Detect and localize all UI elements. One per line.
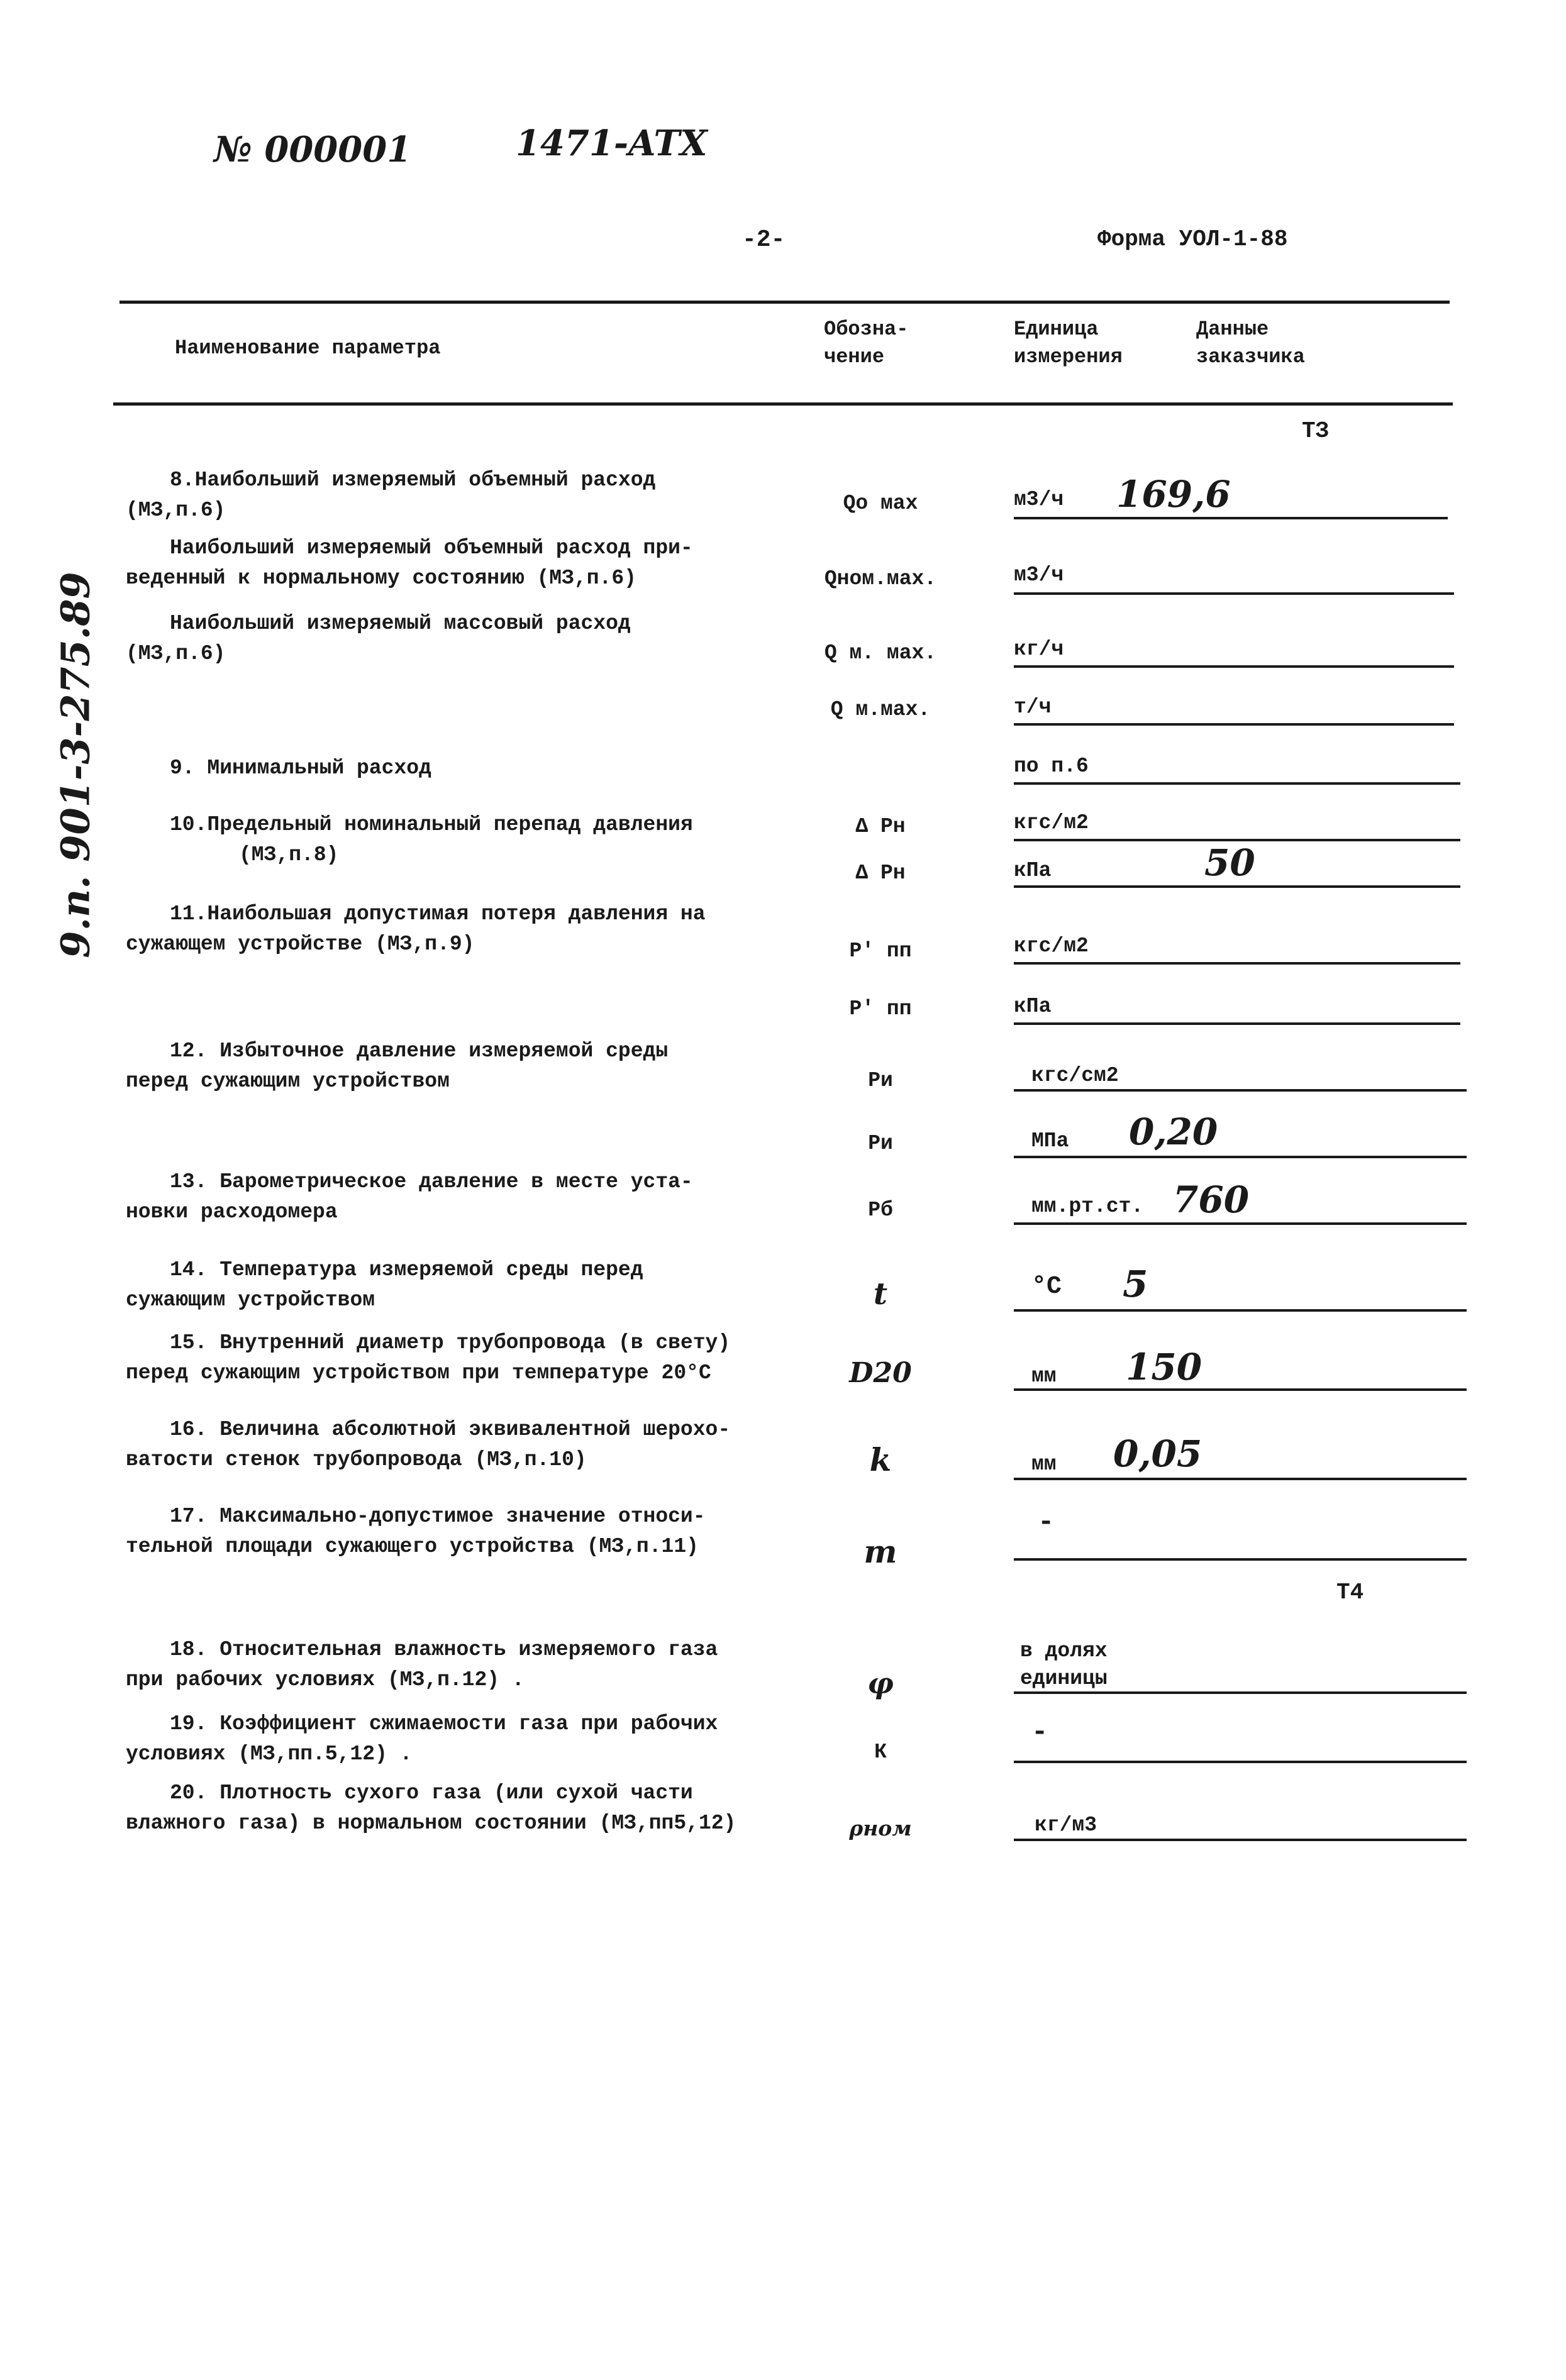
- param-text: 10.Предельный номинальный перепад давления: [170, 813, 693, 836]
- value-underline: [1014, 592, 1454, 595]
- value-underline: [1014, 782, 1460, 785]
- customer-value: 50: [1204, 841, 1255, 884]
- param-unit: м3/ч: [1014, 488, 1064, 511]
- param-text: (МЗ,п.6): [126, 642, 226, 665]
- param-unit: кгс/см2: [1031, 1064, 1119, 1087]
- document-number-stamp: № 000001: [214, 129, 412, 170]
- param-text: ватости стенок трубопровода (МЗ,п.10): [126, 1448, 587, 1471]
- param-unit: мм.рт.ст.: [1031, 1195, 1144, 1218]
- value-underline: [1014, 517, 1448, 519]
- param-symbol: Q м.мах.: [830, 698, 931, 721]
- param-text: при рабочих условиях (МЗ,п.12) .: [126, 1668, 525, 1691]
- value-underline: [1014, 1691, 1467, 1694]
- param-text: 12. Избыточное давление измеряемой среды: [170, 1039, 669, 1063]
- value-underline: [1014, 1156, 1467, 1158]
- param-row-8c: [126, 609, 805, 669]
- param-text: сужающем устройстве (МЗ,п.9): [126, 933, 475, 956]
- param-row-15: [126, 1328, 805, 1388]
- param-text: 20. Плотность сухого газа (или сухой части: [170, 1781, 693, 1805]
- param-text: 11.Наибольшая допустимая потеря давления на: [170, 902, 706, 926]
- param-row-8: [126, 465, 805, 526]
- param-row-19: [126, 1709, 805, 1769]
- param-text: 17. Максимально-допустимое значение относи-: [170, 1505, 706, 1528]
- param-symbol: Δ Рн: [855, 815, 906, 838]
- param-text: 15. Внутренний диаметр трубопровода (в свету): [170, 1331, 731, 1354]
- param-row-11: [126, 899, 805, 960]
- header-bottom-rule: [113, 402, 1453, 406]
- param-symbol: D20: [849, 1357, 912, 1389]
- param-unit: кПа: [1014, 995, 1052, 1018]
- param-symbol: Р' пп: [849, 997, 912, 1021]
- param-unit: кг/ч: [1014, 638, 1064, 661]
- form-code: Форма УОЛ-1-88: [1097, 226, 1288, 252]
- param-symbol: Р' пп: [849, 939, 912, 963]
- customer-value: 760: [1173, 1178, 1250, 1221]
- param-row-10: [126, 810, 805, 870]
- param-unit: -: [1031, 1717, 1048, 1748]
- param-symbol: Qo мах: [843, 492, 918, 515]
- page-number: -2-: [742, 226, 786, 253]
- column-header-unit: Единица измерения: [1014, 318, 1123, 368]
- param-row-18: [126, 1635, 805, 1695]
- param-row-8b: [126, 533, 805, 594]
- value-underline: [1014, 723, 1454, 726]
- param-unit: в долях единицы: [1020, 1639, 1108, 1690]
- param-unit: т/ч: [1014, 695, 1052, 719]
- param-symbol: Qном.мах.: [824, 567, 937, 590]
- param-text: 18. Относительная влажность измеряемого газа: [170, 1638, 718, 1661]
- value-underline: [1014, 1839, 1467, 1841]
- param-symbol: Ри: [868, 1069, 893, 1092]
- param-text: веденный к нормальному состоянию (МЗ,п.6): [126, 567, 636, 590]
- value-underline: [1014, 665, 1454, 668]
- param-text: 19. Коэффициент сжимаемости газа при рабочих: [170, 1712, 718, 1735]
- customer-value: 0,20: [1129, 1110, 1218, 1153]
- customer-value: 169,6: [1116, 473, 1231, 516]
- column-header-symbol: Обозна-чение: [824, 318, 909, 368]
- side-reference-note: 9.п. 901-3-275.89: [52, 572, 99, 958]
- param-symbol: t: [873, 1276, 888, 1312]
- param-text: тельной площади сужающего устройства (МЗ,п.11): [126, 1535, 699, 1558]
- value-underline: [1014, 1761, 1467, 1763]
- column-header-name: Наименование параметра: [175, 336, 441, 360]
- section-label-t3: ТЗ: [1302, 418, 1330, 444]
- param-row-17: [126, 1502, 805, 1562]
- value-underline: [1014, 1309, 1467, 1312]
- param-row-20: [126, 1778, 805, 1839]
- section-label-t4: Т4: [1336, 1580, 1364, 1605]
- value-underline: [1014, 1022, 1460, 1025]
- value-underline: [1014, 885, 1460, 888]
- param-row-14: [126, 1255, 805, 1315]
- param-unit: кг/м3: [1035, 1813, 1097, 1837]
- param-symbol: φ: [867, 1666, 894, 1700]
- param-unit: м3/ч: [1014, 563, 1064, 587]
- param-unit: -: [1038, 1507, 1055, 1538]
- value-underline: [1014, 1222, 1467, 1225]
- value-underline: [1014, 1558, 1467, 1561]
- param-text: 14. Температура измеряемой среды перед: [170, 1258, 643, 1281]
- customer-value: 0,05: [1113, 1432, 1202, 1475]
- header-top-rule: [119, 301, 1450, 304]
- param-text: (МЗ,п.6): [126, 499, 226, 522]
- param-text: сужающим устройством: [126, 1288, 375, 1312]
- param-unit: °С: [1031, 1273, 1062, 1301]
- param-text: влажного газа) в нормальном состоянии (МЗ,пп5,12): [126, 1812, 736, 1835]
- album-code-stamp: 1471-ATX: [516, 123, 708, 164]
- param-text: новки расходомера: [126, 1200, 338, 1224]
- param-text: (МЗ,п.8): [239, 843, 339, 866]
- param-text: перед сужающим устройством: [126, 1070, 450, 1093]
- param-text: 13. Барометрическое давление в месте уста-: [170, 1170, 693, 1193]
- param-unit: МПа: [1031, 1129, 1069, 1153]
- param-symbol: ρном: [849, 1816, 912, 1840]
- param-text: Наибольший измеряемый объемный расход при-: [170, 536, 693, 560]
- param-symbol: Ри: [868, 1132, 893, 1155]
- param-row-9: [126, 753, 805, 783]
- param-text: условиях (МЗ,пп.5,12) .: [126, 1742, 413, 1766]
- param-symbol: К: [874, 1741, 887, 1764]
- param-symbol: m: [864, 1533, 897, 1570]
- customer-value: 5: [1123, 1263, 1148, 1305]
- param-unit: мм: [1031, 1453, 1057, 1476]
- param-symbol: k: [869, 1441, 892, 1478]
- param-text: 16. Величина абсолютной эквивалентной шерохо-: [170, 1418, 731, 1441]
- value-underline: [1014, 962, 1460, 965]
- value-underline: [1014, 1089, 1467, 1092]
- param-row-16: [126, 1415, 805, 1475]
- param-text: 8.Наибольший измеряемый объемный расход: [170, 468, 656, 492]
- customer-value: 150: [1126, 1346, 1202, 1388]
- param-unit: кПа: [1014, 859, 1052, 882]
- param-unit: кгс/м2: [1014, 811, 1089, 834]
- param-symbol: Δ Рн: [855, 861, 906, 885]
- param-unit: по п.6: [1014, 755, 1089, 778]
- param-unit: мм: [1031, 1364, 1057, 1388]
- value-underline: [1014, 1388, 1467, 1391]
- param-row-12: [126, 1036, 805, 1097]
- param-unit: кгс/м2: [1014, 934, 1089, 958]
- param-row-13: [126, 1167, 805, 1227]
- param-text: 9. Минимальный расход: [170, 756, 431, 780]
- param-text: перед сужающим устройством при температуре 20°С: [126, 1361, 711, 1385]
- param-text: Наибольший измеряемый массовый расход: [170, 612, 631, 635]
- column-header-customer-data: Данные заказчика: [1196, 318, 1305, 368]
- value-underline: [1014, 1478, 1467, 1480]
- param-symbol: Рб: [868, 1198, 893, 1222]
- param-symbol: Q м. мах.: [824, 641, 937, 665]
